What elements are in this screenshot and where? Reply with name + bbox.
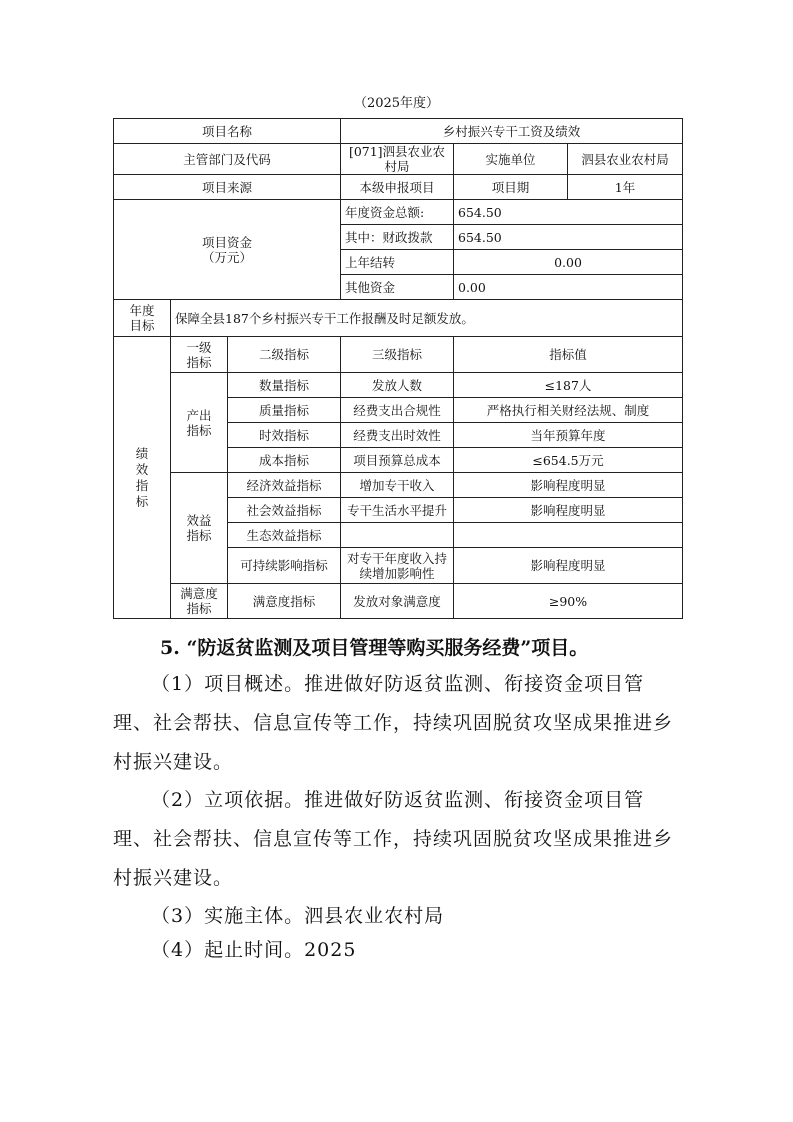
satisfaction-level2: 满意度指标 — [228, 584, 341, 619]
paragraph-period: （4）起止时间。2025 — [151, 939, 357, 961]
output-value: ≤654.5万元 — [454, 448, 683, 473]
benefit-level2: 生态效益指标 — [228, 523, 341, 548]
source-label: 项目来源 — [114, 175, 341, 200]
fund-carryover-label: 上年结转 — [341, 250, 454, 275]
table-row — [114, 119, 683, 144]
benefit-level3 — [341, 523, 454, 548]
period-value: 1年 — [568, 175, 683, 200]
goal-label — [114, 300, 171, 337]
benefit-level3: 对专干年度收入持续增加影响性 — [341, 548, 454, 584]
table-row — [114, 144, 683, 175]
output-label-text: 产出指标 — [186, 407, 212, 438]
header-level2: 二级指标 — [228, 337, 341, 373]
header-level1 — [171, 337, 228, 373]
fund-total-label: 年度资金总额: — [341, 200, 454, 225]
header-level3: 三级指标 — [341, 337, 454, 373]
perf-label-text: 绩效指标 — [135, 445, 149, 509]
paragraph-implementer: （3）实施主体。泗县农业农村局 — [151, 905, 445, 927]
fund-fiscal-label: 其中：财政拨款 — [341, 225, 454, 250]
impl-value: 泗县农业农村局 — [568, 144, 683, 175]
table-row — [114, 300, 683, 337]
benefit-level3: 增加专干收入 — [341, 473, 454, 498]
output-level2: 数量指标 — [228, 373, 341, 398]
output-level2: 时效指标 — [228, 423, 341, 448]
benefit-value — [454, 523, 683, 548]
table-row — [114, 373, 683, 398]
output-level3: 经费支出时效性 — [341, 423, 454, 448]
output-value: 当年预算年度 — [454, 423, 683, 448]
output-level2: 质量指标 — [228, 398, 341, 423]
table-row — [114, 473, 683, 498]
project-name-value: 乡村振兴专干工资及绩效 — [341, 119, 683, 144]
header-level1-text: 一级指标 — [186, 339, 212, 370]
benefit-label-text: 效益指标 — [186, 513, 212, 543]
period-label: 项目期 — [454, 175, 568, 200]
goal-label-line2: 目标 — [129, 318, 155, 333]
benefit-level2: 可持续影响指标 — [228, 548, 341, 584]
table-row — [114, 337, 683, 373]
output-level2: 成本指标 — [228, 448, 341, 473]
output-label — [171, 373, 228, 473]
satisfaction-value: ≥90% — [454, 584, 683, 619]
perf-label — [114, 337, 171, 619]
output-value: ≤187人 — [454, 373, 683, 398]
benefit-level2: 经济效益指标 — [228, 473, 341, 498]
table-row — [114, 584, 683, 619]
benefit-level2: 社会效益指标 — [228, 498, 341, 523]
table-row — [114, 200, 683, 225]
dept-label: 主管部门及代码 — [114, 144, 341, 175]
satisfaction-label — [171, 584, 228, 619]
dept-value: [071]泗县农业农村局 — [341, 144, 454, 175]
section-heading: 5. “防返贫监测及项目管理等购买服务经费”项目。 — [160, 637, 589, 659]
benefit-value: 影响程度明显 — [454, 548, 683, 584]
paragraph-overview: （1）项目概述。推进做好防返贫监测、衔接资金项目管理、社会帮扶、信息宣传等工作，持续巩固脱贫攻坚成果推进乡村振兴建设。 — [113, 673, 674, 773]
table-row — [114, 175, 683, 200]
impl-label: 实施单位 — [454, 144, 568, 175]
funds-label-line1: 项目资金 — [201, 234, 252, 250]
benefit-label — [171, 473, 228, 584]
fund-total-value: 654.50 — [454, 200, 683, 225]
source-value: 本级申报项目 — [341, 175, 454, 200]
paragraph-basis: （2）立项依据。推进做好防返贫监测、衔接资金项目管理、社会帮扶、信息宣传等工作，持续巩固脱贫攻坚成果推进乡村振兴建设。 — [113, 789, 674, 889]
benefit-value: 影响程度明显 — [454, 498, 683, 523]
year-caption: （2025年度） — [353, 96, 440, 111]
goal-label-line1: 年度 — [129, 303, 155, 318]
benefit-value: 影响程度明显 — [454, 473, 683, 498]
benefit-level3: 专干生活水平提升 — [341, 498, 454, 523]
project-name-label: 项目名称 — [114, 119, 341, 144]
performance-table — [113, 118, 683, 619]
output-value: 严格执行相关财经法规、制度 — [454, 398, 683, 423]
output-level3: 经费支出合规性 — [341, 398, 454, 423]
goal-value: 保障全县187个乡村振兴专干工作报酬及时足额发放。 — [171, 300, 683, 337]
output-level3: 项目预算总成本 — [341, 448, 454, 473]
fund-other-label: 其他资金 — [341, 275, 454, 300]
fund-carryover-value: 0.00 — [454, 250, 683, 275]
satisfaction-label-text: 满意度指标 — [180, 586, 218, 616]
fund-fiscal-value: 654.50 — [454, 225, 683, 250]
header-value: 指标值 — [454, 337, 683, 373]
output-level3: 发放人数 — [341, 373, 454, 398]
fund-other-value: 0.00 — [454, 275, 683, 300]
funds-label — [114, 200, 341, 300]
funds-label-line2: （万元） — [201, 249, 252, 265]
satisfaction-level3: 发放对象满意度 — [341, 584, 454, 619]
